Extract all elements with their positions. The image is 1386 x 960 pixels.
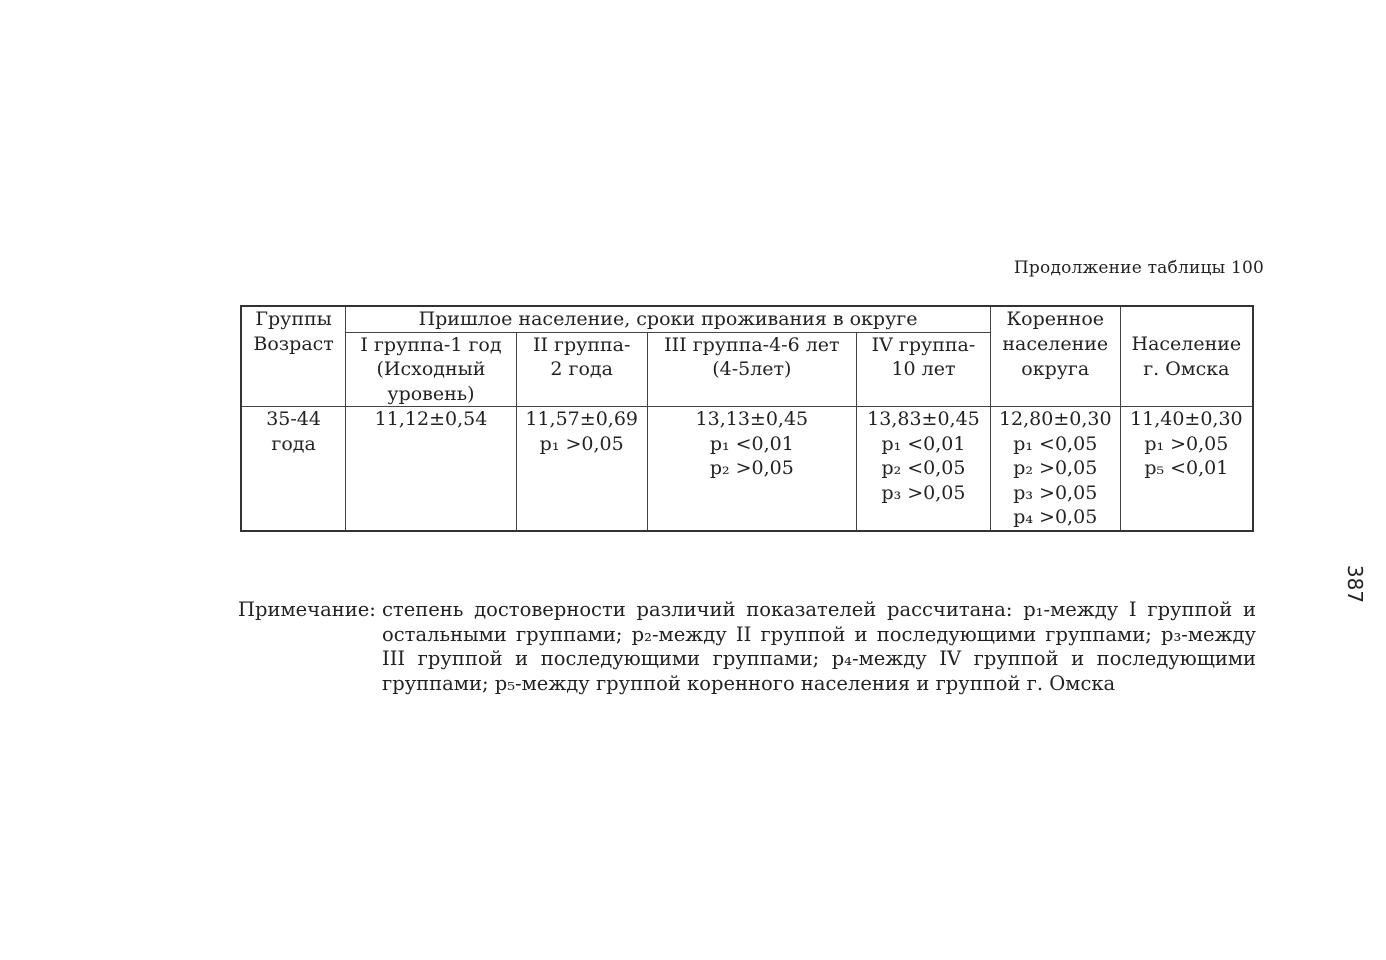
migrant-population-header: Пришлое население, сроки проживания в округе — [346, 306, 991, 332]
subheader-line: 2 года — [550, 358, 613, 380]
subheader-line: г. Омска — [1143, 357, 1230, 380]
cell-value: 13,83±0,45 — [867, 408, 980, 430]
cell-p-value: p₁ >0,05 — [539, 432, 624, 455]
subheader-line: (4-5лет) — [712, 358, 792, 380]
omsk-header-top — [1120, 306, 1253, 332]
subheader-line: III группа-4-6 лет — [664, 333, 840, 356]
subheader-line: IV группа- — [871, 333, 976, 356]
cell-value: 11,57±0,69 — [525, 408, 638, 430]
cell-value: 11,12±0,54 — [374, 408, 488, 430]
cell-p-value: p₂ >0,05 — [709, 457, 794, 479]
subheader-line: (Исходный — [376, 358, 486, 380]
subheader-group-2 — [516, 332, 647, 407]
cell-p-value: p₂ <0,05 — [881, 457, 966, 479]
subheader-line: I группа-1 год — [360, 333, 502, 356]
header-row-1 — [241, 306, 1253, 332]
cell-group-3 — [647, 407, 857, 531]
table-note — [238, 598, 1256, 696]
cell-p-value: p₁ <0,05 — [1013, 432, 1098, 455]
cell-line: года — [271, 432, 316, 455]
cell-p-value: p₃ >0,05 — [881, 481, 966, 504]
indigenous-header-line-1: Коренное — [990, 306, 1120, 332]
cell-p-value: p₁ <0,01 — [709, 432, 794, 455]
cell-p-value: p₁ >0,05 — [1144, 432, 1229, 455]
cell-value: 12,80±0,30 — [998, 408, 1112, 430]
subheader-line: население — [1002, 333, 1109, 355]
cell-p-value: p₂ >0,05 — [1013, 457, 1098, 479]
note-label: Примечание: — [238, 598, 376, 621]
table-row — [241, 407, 1253, 531]
cell-p-value: p₅ <0,01 — [1144, 457, 1229, 479]
data-table — [240, 305, 1254, 532]
subheader-line: округа — [1021, 357, 1090, 380]
subheader-group-1 — [346, 332, 517, 407]
omsk-header — [1120, 332, 1253, 407]
subheader-group-3 — [647, 332, 857, 407]
table-continuation-label: Продолжение таблицы 100 — [1013, 258, 1264, 278]
header-row-2 — [241, 332, 1253, 407]
corner-header-groups: Группы — [241, 306, 346, 332]
cell-indigenous — [990, 407, 1120, 531]
cell-line: 35-44 — [266, 408, 321, 430]
cell-value: 11,40±0,30 — [1130, 408, 1243, 430]
indigenous-header — [990, 332, 1120, 407]
page-number: 387 — [1343, 564, 1368, 604]
cell-p-value: p₄ >0,05 — [1013, 506, 1098, 528]
subheader-line: 10 лет — [891, 358, 956, 380]
cell-value: 13,13±0,45 — [695, 408, 809, 430]
subheader-line: уровень) — [387, 382, 475, 405]
cell-omsk — [1120, 407, 1253, 531]
subheader-group-4 — [857, 332, 991, 407]
cell-p-value: p₃ >0,05 — [1013, 481, 1098, 504]
cell-group-4 — [857, 407, 991, 531]
cell-group-2 — [516, 407, 647, 531]
subheader-line: Население — [1131, 333, 1242, 355]
age-cell — [241, 407, 346, 531]
note-text: степень достоверности различий показателей рассчитана: p₁-между I группой и остальными группами; p₂-между II группой и последующими группами; p₃-между III группой и последующими группами; p₄-между IV группой и последующими группами; p₅-между группой коренного населения и группой г. Омска — [382, 598, 1256, 695]
cell-group-1 — [346, 407, 517, 531]
subheader-line: II группа- — [532, 333, 631, 356]
cell-p-value: p₁ <0,01 — [881, 432, 966, 455]
corner-header-age: Возраст — [241, 332, 346, 407]
